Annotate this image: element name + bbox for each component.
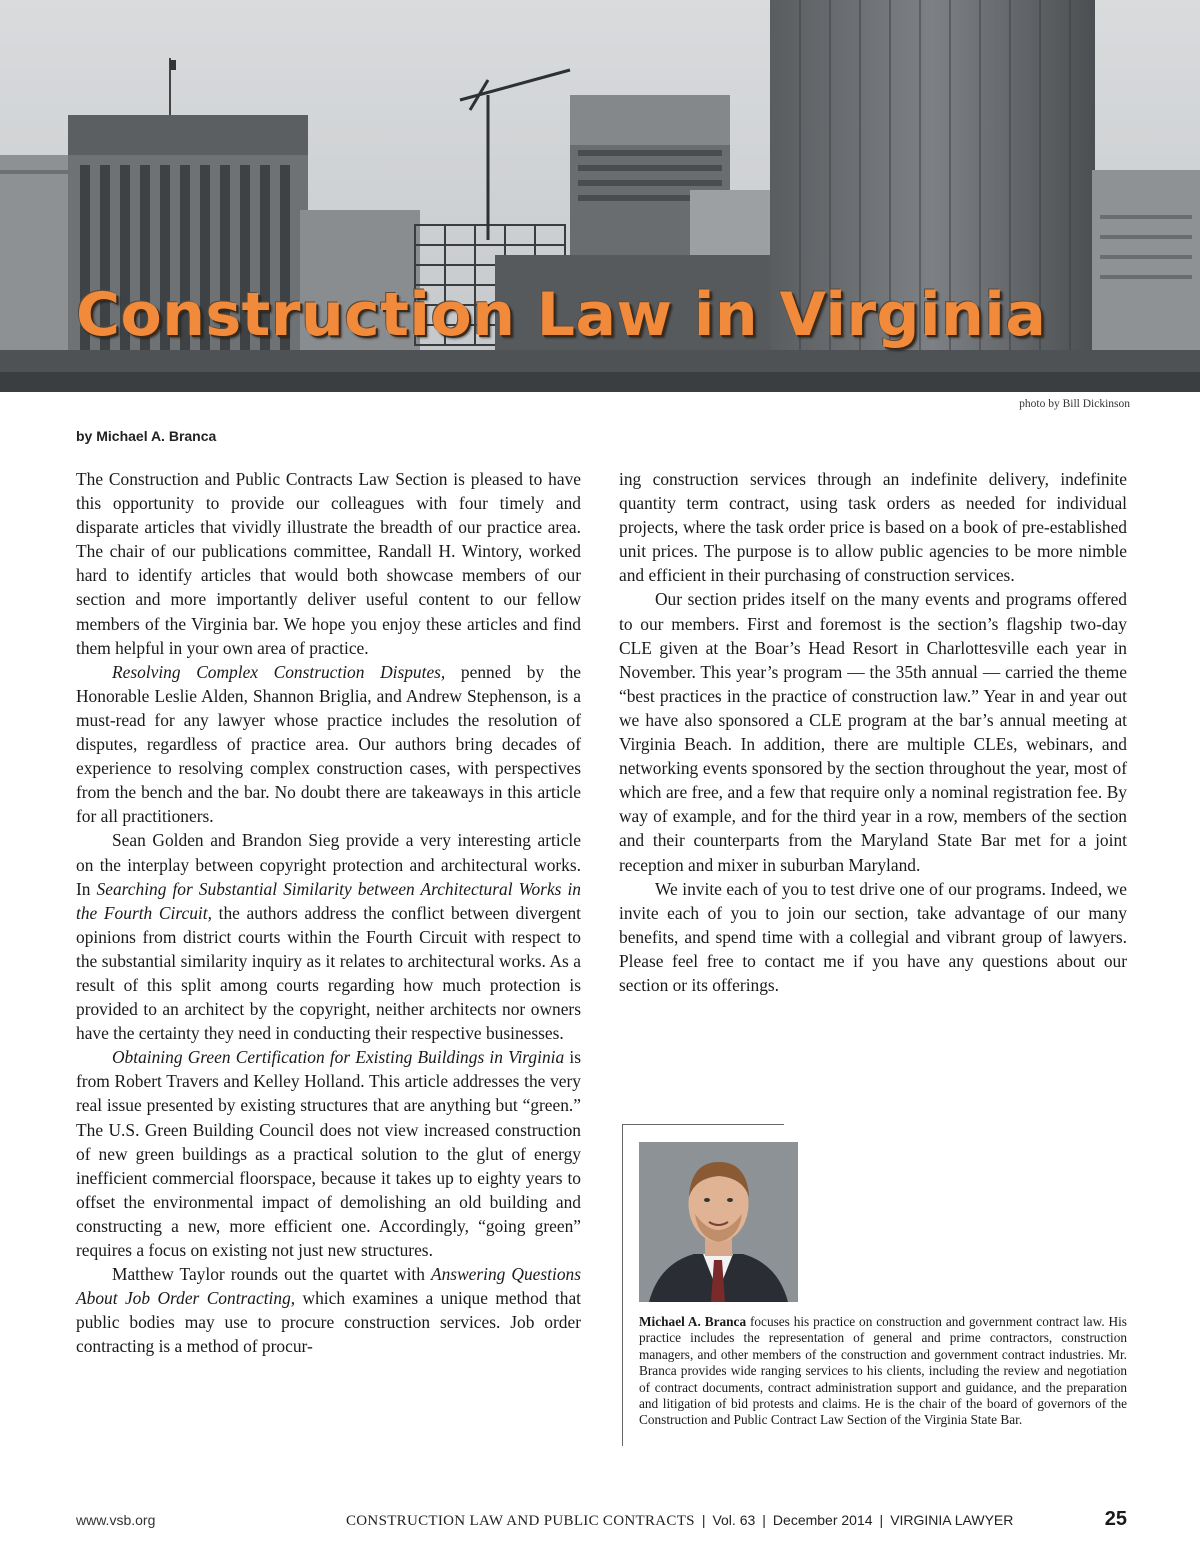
issue-date: December 2014 xyxy=(772,1512,873,1528)
hero-photo xyxy=(0,0,1200,392)
website-url: www.vsb.org xyxy=(76,1512,156,1528)
paragraph: Our section prides itself on the many events and programs offered to our members. First and foremost is the section’s flagship two-day CLE given at the Boar’s Head Resort in Charlottesville each year in November. This year’s program — the 35th annual — carried the theme “best practices in the practice of construction law.” Year in and year out we have also sponsored a CLE program at the bar’s annual meeting at Virginia Beach. In addition, there are multiple CLEs, webinars, and networking events sponsored by the section throughout the year, most of which are free, and a few that require only a nominal registration fee. By way of example, and for the third year in a row, members of the section and their counterparts from the Maryland State Bar met for a joint reception and mixer in suburban Maryland. xyxy=(619,589,1127,875)
article-reference: Obtaining Green Certification for Existing Buildings in Virginia xyxy=(112,1047,565,1068)
paragraph: Matthew Taylor rounds out the quartet with Answering Questions About Job Order Contracting, which examines a unique method that public bodies may use to procure construction services. Job order contracting is a method of procur- xyxy=(76,1264,581,1357)
publication-name: CONSTRUCTION LAW AND PUBLIC CONTRACTS xyxy=(346,1513,695,1529)
page-footer xyxy=(76,1510,1127,1534)
paragraph: ing construction services through an indefinite delivery, indefinite quantity term contract, using task orders as needed for individual projects, where the task order price is based on a book of pre-established unit prices. The purpose is to allow public agencies to be more nimble and efficient in their purchasing of construction services. xyxy=(619,469,1127,586)
article-reference: Searching for Substantial Similarity between Architectural Works in the Fourth Circuit, xyxy=(76,878,581,923)
article-column-right xyxy=(619,467,1127,997)
paragraph: The Construction and Public Contracts Law Section is pleased to have this opportunity to provide our colleagues with four timely and disparate articles that vividly illustrate the breadth of our practice area. The chair of our publications committee, Randall H. Wintory, worked hard to identify articles that would both showcase members of our section and more importantly deliver useful content to our fellow members of the Virginia bar. We hope you enjoy these articles and find them helpful in your own area of practice. xyxy=(76,469,581,658)
byline: by Michael A. Branca xyxy=(76,428,217,444)
volume: Vol. 63 xyxy=(712,1512,756,1528)
paragraph: Sean Golden and Brandon Sieg provide a very interesting article on the interplay between copyright protection and architectural works. In Searching for Substantial Similarity between Architectural Works in the Fourth Circuit, the authors address the conflict between divergent opinions from district courts within the Fourth Circuit with respect to the substantial similarity inquiry as it relates to architectural works. As a result of this split among courts regarding how much protection is provided to an architect by the copyright, neither architects nor owners have the certainty they need in conducting their respective businesses. xyxy=(76,830,582,1044)
paragraph: Resolving Complex Construction Disputes, penned by the Honorable Leslie Alden, Shannon Briglia, and Andrew Stephenson, is a must-read for any lawyer whose practice includes the resolution of disputes, regardless of practice area. Our authors bring decades of experience to resolving complex construction cases, with perspectives from the bench and the bar. No doubt there are takeaways in this article for all practitioners. xyxy=(76,661,581,827)
author-name: Michael A. Branca xyxy=(639,1314,747,1329)
portrait-illustration xyxy=(639,1142,798,1302)
bio-box-divider xyxy=(784,1121,1129,1127)
magazine-name: VIRGINIA LAWYER xyxy=(890,1512,1014,1528)
article-reference: Answering Questions About Job Order Contracting, xyxy=(76,1264,581,1309)
article-column-left xyxy=(76,467,581,1358)
author-portrait xyxy=(639,1142,798,1302)
page-number: 25 xyxy=(1104,1508,1127,1530)
paragraph: Obtaining Green Certification for Existing Buildings in Virginia is from Robert Travers and Kelley Holland. This article addresses the very real issue presented by existing structures that are anything but “green.” The U.S. Green Building Council does not view increased construction of new green buildings as a practical solution to the glut of energy inefficient commercial floorspace, because it takes up to eighty years to offset the environmental impact of demolishing an old building and constructing a new, more efficient one. Accordingly, “going green” requires a focus on existing not just new structures. xyxy=(76,1047,581,1260)
photo-credit: photo by Bill Dickinson xyxy=(1019,398,1130,410)
article-title: Construction Law in Virginia xyxy=(76,280,1047,350)
author-bio: Michael A. Branca focuses his practice on construction and government contract law. His practice includes the representation of general and prime contractors, construction managers, and other members of the construction and government contract industries. Mr. Branca provides wide ranging services to his clients, including the review and negotiation of contract documents, contract administration support and guidance, and the preparation and litigation of bid protests and claims. He is the chair of the board of governors of the Construction and Public Contract Law Section of the Virginia State Bar. xyxy=(639,1314,1127,1428)
article-reference: Resolving Complex Construction Disputes, xyxy=(112,661,446,682)
paragraph: We invite each of you to test drive one of our programs. Indeed, we invite each of you to join our section, take advantage of our many benefits, and spend time with a collegial and vibrant group of lawyers. Please feel free to contact me if you have any questions about our section or its offerings. xyxy=(619,878,1127,995)
running-footer: CONSTRUCTION LAW AND PUBLIC CONTRACTS | Vol. 63 | December 2014 | VIRGINIA LAWYER xyxy=(346,1512,1014,1529)
